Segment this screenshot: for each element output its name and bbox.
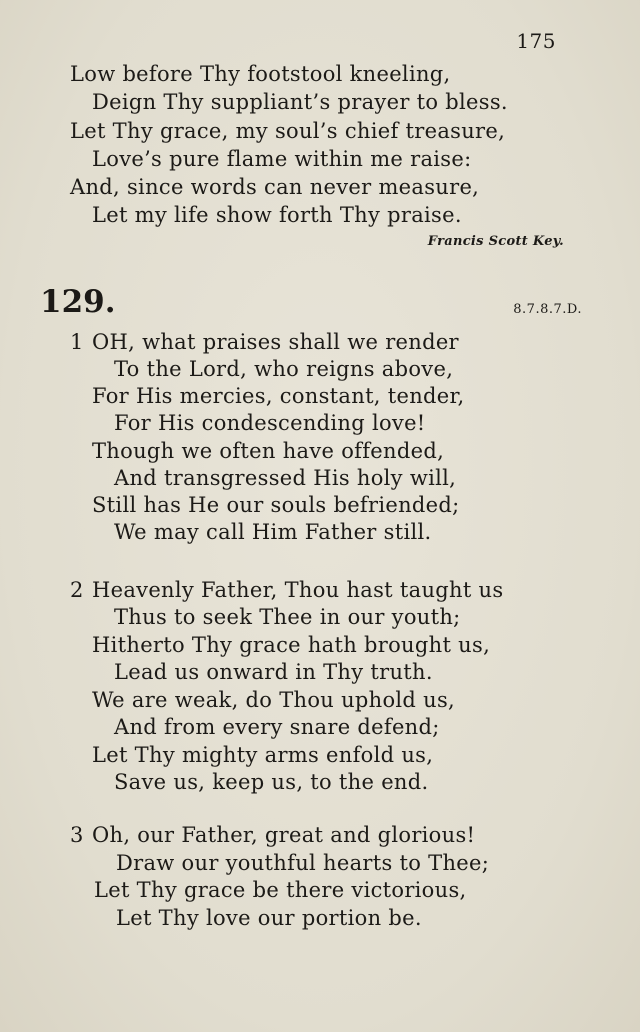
verse-line: We are weak, do Thou uphold us, <box>92 688 456 712</box>
verse-line: Let Thy grace be there victorious, <box>94 878 467 902</box>
verse-line: Still has He our souls befriended; <box>92 493 460 517</box>
verse-line: Heavenly Father, Thou hast taught us <box>92 578 504 602</box>
author-attribution: Francis Scott Key. <box>427 234 564 249</box>
verse-line: OH, what praises shall we render <box>92 330 459 354</box>
verse-line: Draw our youthful hearts to Thee; <box>116 851 490 875</box>
verse-line: Hitherto Thy grace hath brought us, <box>92 633 491 657</box>
verse-line: Lead us onward in Thy truth. <box>114 660 433 684</box>
verse-line: And from every snare defend; <box>114 715 440 739</box>
verse-line: Though we often have offended, <box>92 439 445 463</box>
page-number: 175 <box>516 29 556 53</box>
verse-line: And transgressed His holy will, <box>114 466 457 490</box>
verse-line: Let Thy love our portion be. <box>116 906 422 930</box>
stanza-line: Let Thy grace, my soul’s chief treasure, <box>70 119 506 143</box>
stanza-line: Low before Thy footstool kneeling, <box>70 62 451 86</box>
stanza-line: Love’s pure flame within me raise: <box>92 147 472 171</box>
verse-line: For His mercies, constant, tender, <box>92 384 465 408</box>
verse-line: Save us, keep us, to the end. <box>114 770 429 794</box>
verse-number: 1 <box>70 330 84 354</box>
verse-number: 3 <box>70 823 84 847</box>
stanza-line: Let my life show forth Thy praise. <box>92 203 462 227</box>
verse-line: We may call Him Father still. <box>114 520 432 544</box>
hymn-meter: 8.7.8.7.D. <box>513 302 582 317</box>
verse-line: Thus to seek Thee in our youth; <box>114 605 461 629</box>
verse-line: To the Lord, who reigns above, <box>114 357 454 381</box>
hymn-number: 129. <box>40 284 116 320</box>
stanza-line: Deign Thy suppliant’s prayer to bless. <box>92 90 508 114</box>
verse-number: 2 <box>70 578 84 602</box>
verse-line: For His condescending love! <box>114 411 426 435</box>
stanza-line: And, since words can never measure, <box>70 175 480 199</box>
verse-line: Oh, our Father, great and glorious! <box>92 823 476 847</box>
verse-line: Let Thy mighty arms enfold us, <box>92 743 434 767</box>
